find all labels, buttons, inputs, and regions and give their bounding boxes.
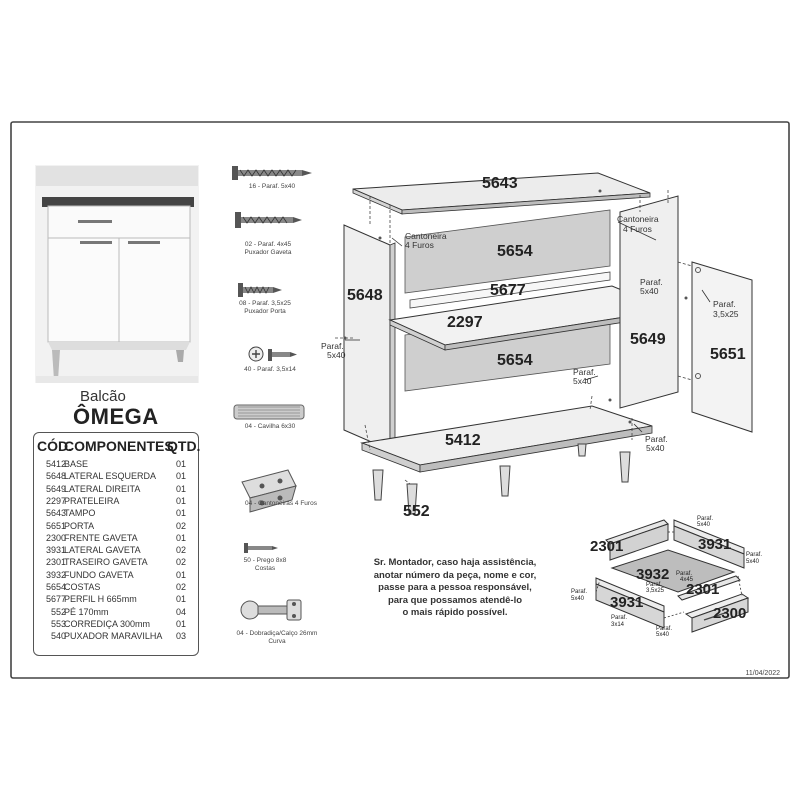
part-name: PÉ 170mm: [64, 606, 109, 617]
callout-paraf-door-size: 3,5x25: [713, 309, 739, 319]
part-name: LATERAL GAVETA: [64, 545, 141, 556]
drawer-callout-paraf-bottom-size: 3,5x25: [646, 588, 665, 594]
label-drawer-back-front-2301: 2301: [686, 581, 720, 598]
part-name: BASE: [64, 459, 89, 469]
callout-paraf-door: Paraf.: [713, 299, 736, 309]
label-foot-552: 552: [403, 503, 430, 520]
callout-paraf-mid-size: 5x40: [573, 376, 592, 386]
col-header-components: COMPONENTES: [64, 438, 174, 454]
part-qty: 01: [176, 508, 187, 519]
label-top-5643: 5643: [482, 175, 518, 192]
drawer-callout-paraf-left: Paraf.: [571, 589, 588, 595]
caption-screw-4x45-use: Puxador Gaveta: [244, 249, 292, 256]
label-drawer-side-right-3931: 3931: [698, 536, 732, 553]
part-code: 5654: [45, 582, 66, 592]
part-name: TAMPO: [64, 508, 96, 519]
drawer-callout-paraf-right: Paraf.: [746, 552, 763, 558]
product-name: Balcão: [80, 388, 126, 405]
label-drawer-back-2301: 2301: [590, 538, 624, 555]
callout-cantoneira-left: Cantoneira: [405, 231, 447, 241]
label-back-lower-5654: 5654: [497, 352, 533, 369]
col-header-code: CÓD.: [37, 438, 72, 454]
note-line: o mais rápido possível.: [402, 607, 508, 618]
caption-dowel: 04 - Cavilha 6x30: [244, 423, 296, 430]
part-qty: 01: [176, 471, 187, 482]
caption-screw-4x45: 02 - Paraf. 4x45: [244, 241, 292, 248]
part-code: 5649: [45, 483, 66, 494]
drawer-callout-paraf-front: Paraf.: [656, 626, 673, 632]
caption-nail-use: Costas: [254, 565, 276, 572]
part-name: FRENTE GAVETA: [64, 532, 138, 543]
drawer-callout-paraf-right-size: 5x40: [746, 559, 760, 565]
callout-paraf-left: Paraf.: [321, 341, 344, 351]
label-drawer-side-left-3931: 3931: [610, 594, 644, 611]
callout-paraf-mid: Paraf.: [573, 367, 596, 377]
label-shelf-2297: 2297: [447, 314, 483, 331]
part-qty: 02: [176, 520, 187, 531]
label-drawer-front-2300: 2300: [713, 605, 747, 622]
label-back-upper-5654: 5654: [497, 243, 533, 260]
part-qty: 04: [176, 606, 187, 617]
callout-paraf-left-size: 5x40: [327, 350, 346, 360]
callout-paraf-base-size: 5x40: [646, 443, 665, 453]
caption-nail: 50 - Prego 8x8: [243, 557, 287, 564]
part-qty: 01: [176, 569, 187, 580]
drawer-callout-paraf-small: Paraf.: [611, 615, 628, 621]
part-code: 3932: [45, 569, 66, 580]
drawer-callout-paraf-front-size: 5x40: [656, 632, 670, 638]
drawer-callout-paraf-top: Paraf.: [697, 516, 714, 522]
part-qty: 03: [176, 631, 187, 642]
part-code: 3931: [45, 545, 66, 556]
part-name: COSTAS: [64, 582, 101, 592]
caption-screw-3.5x14: 40 - Paraf. 3,5x14: [244, 366, 296, 373]
label-left-side-5648: 5648: [347, 287, 383, 304]
drawer-callout-paraf-small-size: 3x14: [611, 622, 625, 628]
label-profile-5677: 5677: [490, 282, 526, 299]
part-code: 5648: [45, 471, 66, 482]
product-model: ÔMEGA: [73, 404, 159, 429]
callout-paraf-right-size: 5x40: [640, 286, 659, 296]
note-line: para que possamos atendê-lo: [387, 594, 523, 606]
caption-screw-5x40: 16 - Paraf. 5x40: [248, 183, 296, 190]
part-qty: 01: [176, 483, 187, 494]
print-date: 11/04/2022: [745, 670, 780, 677]
part-qty: 01: [176, 618, 187, 629]
label-door-5651: 5651: [710, 346, 746, 363]
part-code: 2297: [45, 495, 66, 506]
caption-hinge: 04 - Dobradiça/Calço 26mm: [236, 630, 318, 637]
part-qty: 02: [176, 545, 187, 556]
callout-cantoneira-left-holes: 4 Furos: [405, 240, 434, 250]
part-code: 5412: [45, 459, 66, 469]
label-drawer-bottom-3932: 3932: [636, 566, 670, 583]
callout-paraf-right: Paraf.: [640, 277, 663, 287]
part-qty: 01: [176, 594, 187, 605]
drawer-callout-paraf-left-size: 5x40: [571, 596, 585, 602]
part-name: LATERAL ESQUERDA: [64, 471, 157, 482]
part-name: PRATELEIRA: [64, 495, 120, 506]
part-qty: 02: [176, 582, 187, 592]
caption-screw-3.5x25-use: Puxador Porta: [244, 308, 286, 315]
part-code: 5677: [45, 594, 66, 605]
part-code: 2300: [45, 532, 66, 543]
callout-cantoneira-right-holes: 4 Furos: [623, 224, 652, 234]
label-base-5412: 5412: [445, 432, 481, 449]
part-code: 2301: [45, 557, 66, 568]
drawer-callout-paraf-bottom: Paraf.: [646, 582, 663, 588]
col-header-qty: QTD.: [167, 438, 201, 454]
caption-corner-bracket: 04 - Cantoneiras 4 Furos: [245, 500, 317, 507]
part-qty: 02: [176, 557, 187, 568]
part-name: FUNDO GAVETA: [64, 569, 134, 580]
caption-hinge-type: Curva: [268, 638, 286, 645]
note-line: Sr. Montador, caso haja assistência,: [373, 557, 537, 568]
part-name: PORTA: [64, 520, 95, 531]
drawer-callout-paraf-mid: Paraf.: [676, 571, 693, 577]
part-code: 5651: [45, 520, 66, 531]
part-name: PUXADOR MARAVILHA: [64, 631, 163, 642]
part-code: 5643: [45, 508, 66, 519]
drawer-callout-paraf-mid-size: 4x45: [680, 577, 694, 583]
label-right-side-5649: 5649: [630, 331, 666, 348]
part-code: 553: [50, 618, 66, 629]
part-name: TRASEIRO GAVETA: [64, 557, 148, 568]
part-qty: 01: [176, 532, 187, 543]
part-code: 540: [50, 631, 66, 642]
part-name: PERFIL H 665mm: [64, 594, 137, 605]
part-name: CORREDIÇA 300mm: [64, 618, 151, 629]
note-line: passe para a pessoa responsável,: [378, 582, 532, 593]
caption-screw-3.5x25: 08 - Paraf. 3,5x25: [239, 300, 291, 307]
part-qty: 01: [176, 495, 187, 506]
part-qty: 01: [176, 459, 187, 469]
note-line: anotar número da peça, nome e cor,: [373, 569, 537, 581]
part-code: 552: [50, 606, 66, 617]
drawer-callout-paraf-top-size: 5x40: [697, 522, 711, 528]
callout-cantoneira-right: Cantoneira: [617, 214, 659, 224]
part-name: LATERAL DIREITA: [64, 483, 141, 494]
callout-paraf-base: Paraf.: [645, 434, 668, 444]
